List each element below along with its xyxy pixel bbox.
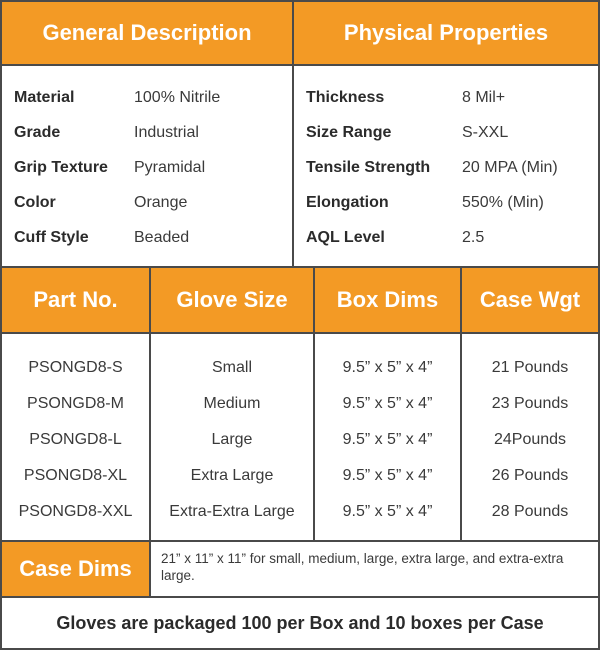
property-label: Size Range xyxy=(306,123,392,141)
column-header-box-dims: Box Dims xyxy=(313,268,460,332)
property-value: Industrial xyxy=(134,123,199,141)
table-cell: 26 Pounds xyxy=(491,467,569,484)
property-value: S-XXL xyxy=(462,123,509,141)
property-row xyxy=(2,80,292,115)
table-body xyxy=(2,334,598,540)
property-label: Material xyxy=(14,88,75,106)
property-row xyxy=(2,150,292,185)
case-dims-text: 21” x 11” x 11” for small, medium, large, extra large, and extra-extra large. xyxy=(149,542,598,596)
table-cell: Large xyxy=(211,431,253,448)
physical-properties-panel xyxy=(294,2,598,266)
table-cell: PSONGD8-S xyxy=(28,359,123,376)
property-value: 8 Mil+ xyxy=(462,88,506,106)
property-row xyxy=(294,185,598,220)
table-cell: 21 Pounds xyxy=(491,359,569,376)
physical-properties-list xyxy=(294,66,598,255)
table-cell: Extra-Extra Large xyxy=(169,503,295,520)
table-cell: 9.5” x 5” x 4” xyxy=(342,395,433,412)
top-section xyxy=(2,2,598,266)
property-value: 20 MPA (Min) xyxy=(462,158,558,176)
property-row xyxy=(294,150,598,185)
property-row xyxy=(294,80,598,115)
property-row xyxy=(2,115,292,150)
table-cell: 28 Pounds xyxy=(491,503,569,520)
table-cell: 9.5” x 5” x 4” xyxy=(342,431,433,448)
property-value: 550% (Min) xyxy=(462,193,544,211)
table-header-row xyxy=(2,268,598,334)
property-row xyxy=(2,185,292,220)
table-cell: 24Pounds xyxy=(493,431,567,448)
property-value: Orange xyxy=(134,193,188,211)
table-cell: 9.5” x 5” x 4” xyxy=(342,359,433,376)
table-cell: Extra Large xyxy=(190,467,274,484)
table-cell: PSONGD8-XL xyxy=(23,467,128,484)
table-cell: 9.5” x 5” x 4” xyxy=(342,503,433,520)
table-cell: Small xyxy=(211,359,252,376)
column-header-part-no: Part No. xyxy=(2,268,149,332)
general-description-list xyxy=(2,66,292,255)
general-description-panel xyxy=(2,2,294,266)
column-glove-size xyxy=(149,334,313,540)
property-label: Cuff Style xyxy=(14,228,89,246)
table-cell: PSONGD8-L xyxy=(29,431,122,448)
property-label: Elongation xyxy=(306,193,389,211)
property-value: Beaded xyxy=(134,228,190,246)
property-label: Grip Texture xyxy=(14,158,108,176)
packaging-note: Gloves are packaged 100 per Box and 10 boxes per Case xyxy=(2,596,598,648)
property-row xyxy=(294,115,598,150)
property-value: 100% Nitrile xyxy=(134,88,221,106)
property-value: 2.5 xyxy=(462,228,485,246)
case-dims-label: Case Dims xyxy=(2,542,149,596)
property-value: Pyramidal xyxy=(134,158,206,176)
physical-properties-title: Physical Properties xyxy=(294,2,598,66)
table-cell: PSONGD8-XXL xyxy=(18,503,133,520)
property-label: AQL Level xyxy=(306,228,385,246)
column-header-case-wgt: Case Wgt xyxy=(460,268,598,332)
table-cell: Medium xyxy=(203,395,261,412)
property-row xyxy=(294,220,598,255)
general-description-title: General Description xyxy=(2,2,292,66)
column-box-dims xyxy=(313,334,460,540)
table-cell: PSONGD8-M xyxy=(27,395,124,412)
table-cell: 9.5” x 5” x 4” xyxy=(342,467,433,484)
table-cell: 23 Pounds xyxy=(491,395,569,412)
property-label: Color xyxy=(14,193,56,211)
property-label: Grade xyxy=(14,123,61,141)
column-case-wgt xyxy=(460,334,598,540)
property-row xyxy=(2,220,292,255)
case-dims-row xyxy=(2,540,598,596)
column-part-no xyxy=(2,334,149,540)
property-label: Thickness xyxy=(306,88,385,106)
parts-table xyxy=(2,266,598,540)
property-label: Tensile Strength xyxy=(306,158,431,176)
column-header-glove-size: Glove Size xyxy=(149,268,313,332)
